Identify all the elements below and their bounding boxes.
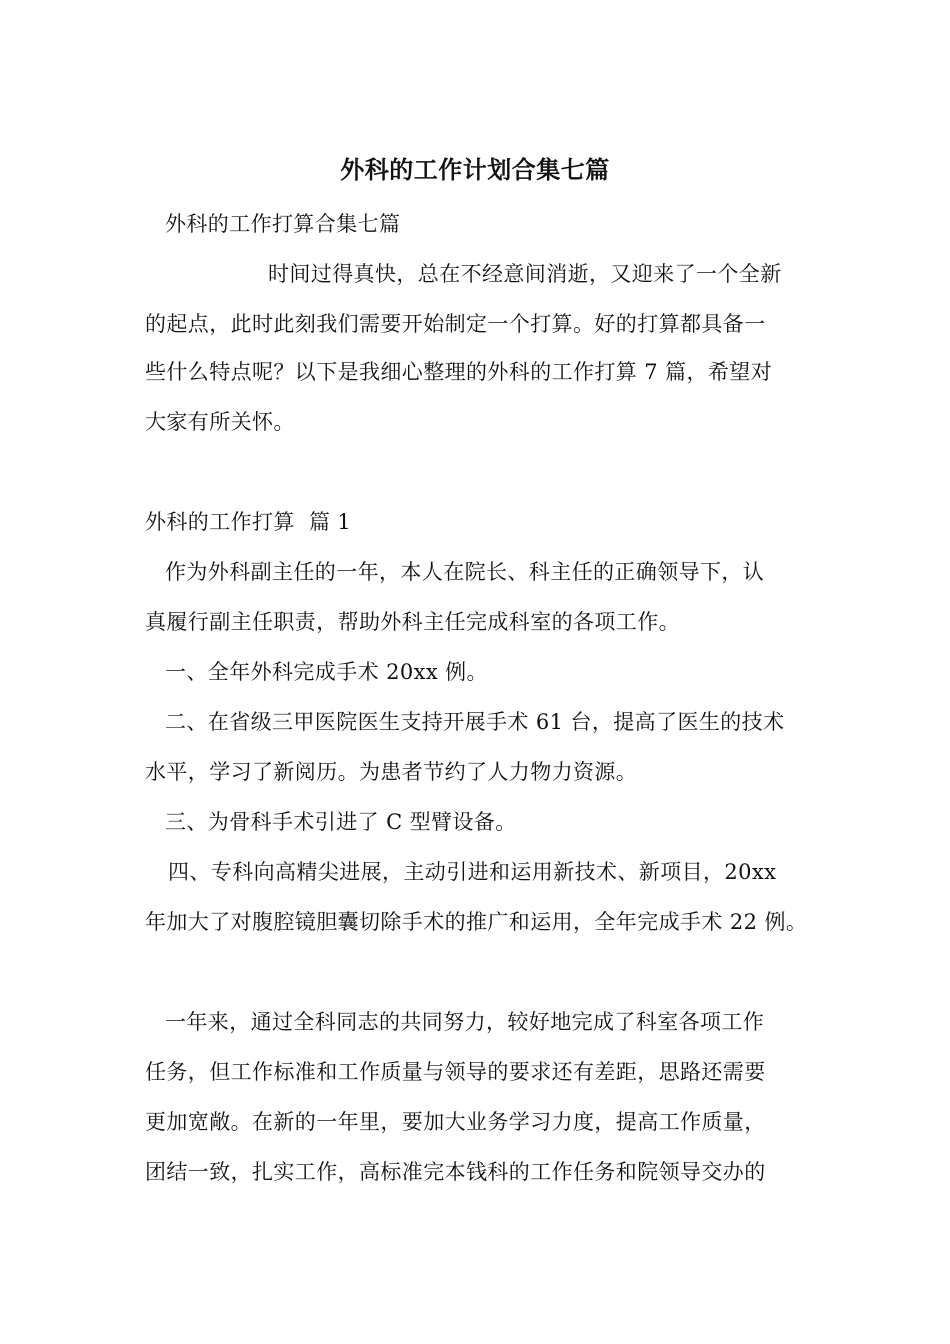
document-title: 外科的工作计划合集七篇	[340, 156, 610, 184]
body-line: 年加大了对腹腔镜胆囊切除手术的推广和运用，全年完成手术 22 例。	[145, 910, 808, 934]
closing-line: 任务，但工作标准和工作质量与领导的要求还有差距，思路还需要	[145, 1060, 766, 1084]
document-subtitle: 外科的工作打算合集七篇	[165, 212, 401, 236]
intro-line: 时间过得真快，总在不经意间消逝，又迎来了一个全新	[268, 262, 782, 286]
closing-line: 一年来，通过全科同志的共同努力，较好地完成了科室各项工作	[165, 1010, 765, 1034]
intro-line: 大家有所关怀。	[145, 410, 295, 434]
intro-line: 的起点，此时此刻我们需要开始制定一个打算。好的打算都具备一	[145, 312, 766, 336]
body-line: 作为外科副主任的一年，本人在院长、科主任的正确领导下，认	[165, 560, 765, 584]
closing-line: 团结一致，扎实工作，高标准完本钱科的工作任务和院领导交办的	[145, 1160, 766, 1184]
section-heading: 外科的工作打算 篇 1	[145, 510, 352, 534]
body-line: 一、全年外科完成手术 20xx 例。	[165, 660, 488, 684]
body-line: 水平，学习了新阅历。为患者节约了人力物力资源。	[145, 760, 638, 784]
body-line: 三、为骨科手术引进了 C 型臂设备。	[165, 810, 517, 834]
intro-line: 些什么特点呢？以下是我细心整理的外科的工作打算 7 篇，希望对	[145, 360, 773, 384]
body-line: 二、在省级三甲医院医生支持开展手术 61 台，提高了医生的技术	[165, 710, 785, 734]
body-line: 四、专科向高精尖进展，主动引进和运用新技术、新项目，20xx	[168, 860, 777, 884]
closing-line: 更加宽敞。在新的一年里，要加大业务学习力度，提高工作质量，	[145, 1110, 766, 1134]
body-line: 真履行副主任职责，帮助外科主任完成科室的各项工作。	[145, 610, 680, 634]
